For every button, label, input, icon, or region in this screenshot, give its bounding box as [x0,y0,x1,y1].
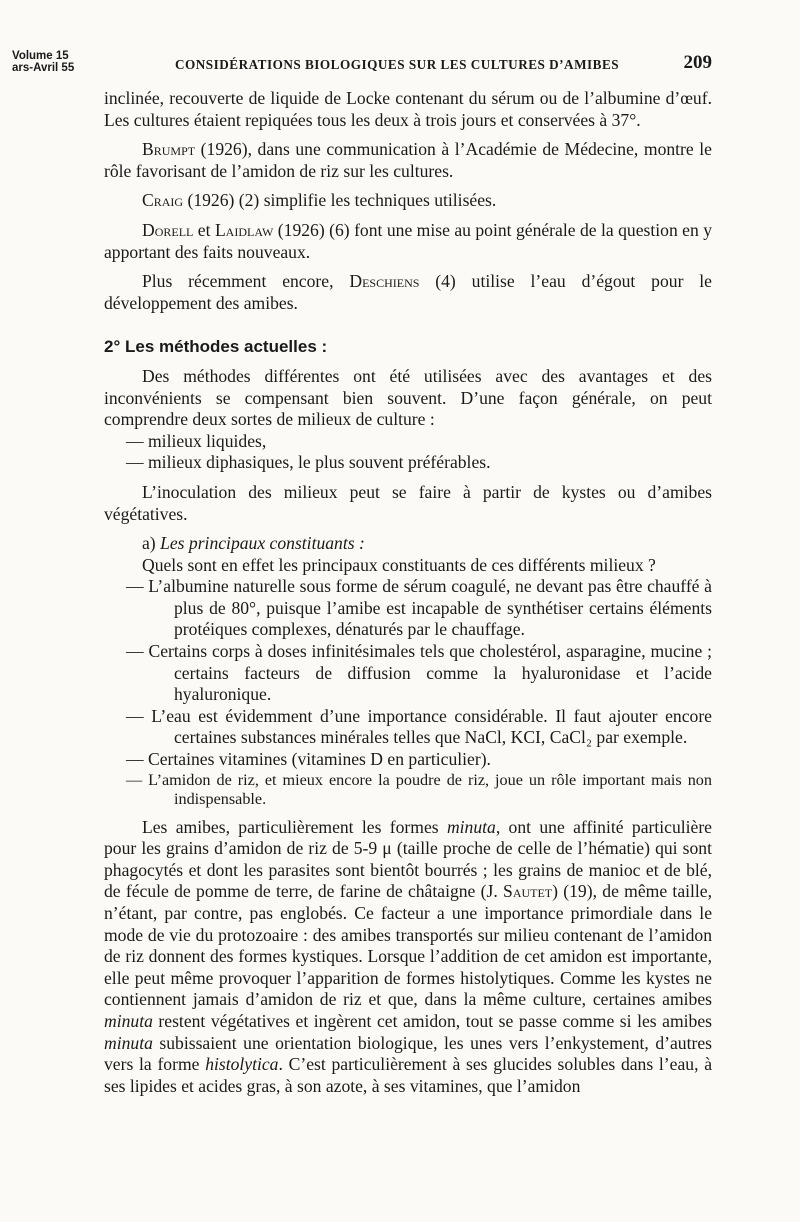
italic-term: minuta [104,1010,153,1031]
page-number: 209 [683,52,712,73]
section-heading: 2° Les méthodes actuelles : [104,337,328,357]
paragraph-deschiens [104,271,712,314]
subsection-title: Les principaux constituants : [160,533,365,554]
page-header [12,48,712,82]
subsection-heading [104,533,712,555]
list-item: — Certains corps à doses infinitésimales tels que cholestérol, asparagine, mucine ; certains facteurs de diffusion comme la hyaluronidase et l’acide hyaluronique. [126,641,712,705]
paragraph-dorell-laidlaw [104,220,712,263]
list-item: — milieux liquides, [126,430,267,451]
paragraph-amidon [104,817,712,1098]
paragraph-text: (1926), dans une communication à l’Académie de Médecine, montre le rôle favorisant de l’amidon de riz sur les cultures. [104,139,712,181]
italic-term: minuta [104,1032,153,1053]
paragraph-text: , ont une affinité particulière pour les grains d’amidon de riz de 5-9 μ (taille proche de celle de l’hématie) qui sont phagocytés et dont les parasites sont bientôt bourrés ; les grains de manioc et de blé, de fécule de pomme de terre, de farine de châtaigne (J. [104,816,712,902]
volume-number: Volume 15 [12,50,69,62]
volume-info [12,50,74,74]
list-item: — L’amidon de riz, et mieux encore la poudre de riz, joue un rôle important mais non indispensable. [126,770,712,808]
paragraph-text: Les amibes, particulièrement les formes [142,816,447,837]
list-item: — milieux diphasiques, le plus souvent préférables. [126,452,491,473]
author-name: Dorell [142,219,194,240]
volume-date: ars-Avril 55 [12,62,75,74]
paragraph-continued: inclinée, recouverte de liquide de Locke contenant du sérum ou de l’albumine d’œuf. Les cultures étaient repiquées tous les deux à trois jours et conservées à 37°. [104,88,712,130]
paragraph-text: (1926) (2) simplifie les techniques utilisées. [183,190,497,211]
paragraph-brumpt [104,139,712,182]
author-name: Laidlaw [214,219,274,240]
paragraph-text: restent végétatives et ingèrent cet amidon, tout se passe comme si les amibes [152,1010,712,1031]
subsection-question: Quels sont en effet les principaux constituants de ces différents milieux ? [142,554,656,575]
author-name: Brumpt [142,139,196,160]
paragraph-text: (4) utilise l’eau d’égout pour le développement des amibes. [104,271,712,313]
list-item: — L’albumine naturelle sous forme de sérum coagulé, ne devant pas être chauffé à plus de 80°, puisque l’amibe est incapable de synthétiser certains éléments protéiques complexes, dénaturés par le chauffage. [126,576,712,640]
author-name: Craig [142,190,184,211]
list-item: — Certaines vitamines (vitamines D en particulier). [126,749,491,770]
paragraph-inoculation: L’inoculation des milieux peut se faire à partir de kystes ou d’amibes végétatives. [104,481,712,524]
italic-term: histolytica [205,1054,279,1075]
paragraph-craig [104,190,712,212]
subsection-label: a) [142,533,161,554]
paragraph-text: . C’est particulièrement à ses glucides solubles dans l’eau, à ses lipides et acides gras, à son azote, à ses vitamines, que l’amidon [104,1054,712,1096]
paragraph-text: ) (19), de même taille, n’étant, par contre, pas englobés. Ce facteur a une importance primordiale dans le mode de vie du protozoaire : des amibes transportés sur milieu contenant de l’amidon de riz donnent des formes kystiques. Lorsque l’addition de cet amidon est importante, elle peut même provoquer l’apparition de formes histolytiques. Comme les kystes ne contiennent jamais d’amidon de riz et que, dans la même culture, certaines amibes [104,881,712,1010]
paragraph-text: subissaient une orientation biologique, les unes vers l’enkystement, d’autres vers la forme [104,1032,712,1075]
section-intro: Des méthodes différentes ont été utilisées avec des avantages et des inconvénients se compensant bien souvent. D’une façon générale, on peut comprendre deux sortes de milieux de culture : [104,365,712,430]
paragraph-text: Plus récemment encore, [142,271,350,292]
author-name: Sautet [503,881,553,902]
paragraph-text: (1926) (6) font une mise au point générale de la question en y apportant des faits nouveaux. [104,219,713,262]
italic-term: minuta [446,816,496,837]
author-name: Deschiens [349,271,420,292]
list-item: — L’eau est évidemment d’une importance considérable. Il faut ajouter encore certaines substances minérales telles que NaCl, KCI, CaCl₂ par exemple. [126,705,712,748]
article-body [104,88,712,1097]
running-title: CONSIDÉRATIONS BIOLOGIQUES SUR LES CULTURES D’AMIBES [175,57,620,72]
conjunction: et [193,219,215,240]
